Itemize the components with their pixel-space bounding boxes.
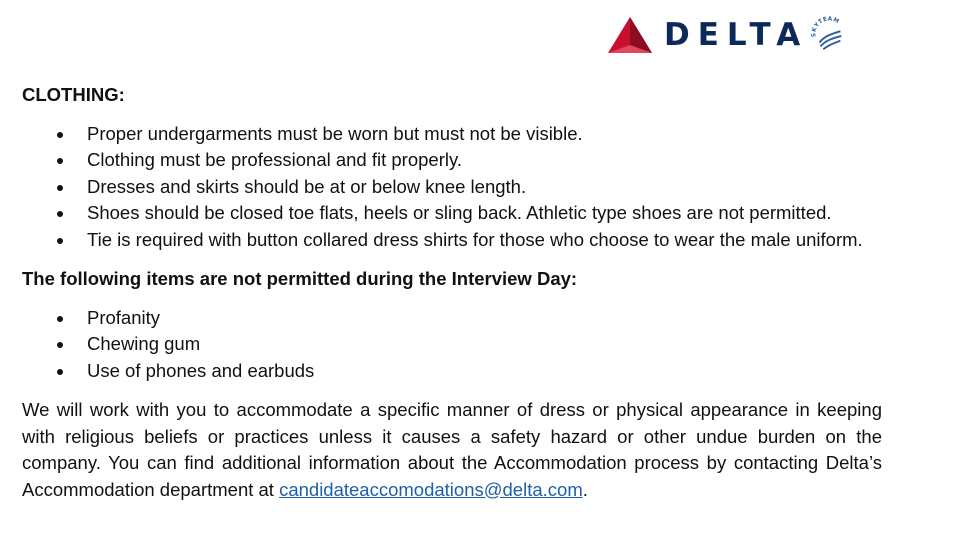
bullet-icon xyxy=(57,132,63,138)
list-item: Clothing must be professional and fit properly. xyxy=(22,147,882,174)
delta-widget-icon xyxy=(606,15,654,55)
bullet-icon xyxy=(57,342,63,348)
clothing-list xyxy=(22,121,882,254)
skyteam-logo-icon xyxy=(810,16,848,54)
bullet-icon xyxy=(57,158,63,164)
list-item: Profanity xyxy=(22,305,882,332)
list-item: Shoes should be closed toe flats, heels or sling back. Athletic type shoes are not permitted. xyxy=(22,200,882,227)
clothing-heading: CLOTHING: xyxy=(22,84,125,105)
delta-wordmark: DELTA xyxy=(664,16,809,53)
accommodation-paragraph xyxy=(22,397,882,503)
delta-logo xyxy=(606,14,882,56)
accommodation-text: We will work with you to accommodate a specific manner of dress or physical appearance in keeping with religious beliefs or practices unless it causes a safety hazard or other undue burden on the company. You can find additional information about the Accommodation process by contacting Delta’s Accommodation department at xyxy=(22,399,882,500)
bullet-icon xyxy=(57,238,63,244)
not-permitted-heading: The following items are not permitted during the Interview Day: xyxy=(22,268,578,289)
bullet-icon xyxy=(57,211,63,217)
not-permitted-list xyxy=(22,305,882,385)
bullet-icon xyxy=(57,316,63,322)
bullet-icon xyxy=(57,369,63,375)
list-item: Use of phones and earbuds xyxy=(22,358,882,385)
list-item: Tie is required with button collared dress shirts for those who choose to wear the male uniform. xyxy=(22,227,882,254)
list-item: Chewing gum xyxy=(22,331,882,358)
list-item: Dresses and skirts should be at or below knee length. xyxy=(22,174,882,201)
document-body xyxy=(22,82,882,503)
svg-text:SKYTEAM: SKYTEAM xyxy=(811,16,841,38)
list-item: Proper undergarments must be worn but must not be visible. xyxy=(22,121,882,148)
accommodation-email-link[interactable]: candidateaccomodations@delta.com xyxy=(279,478,583,500)
bullet-icon xyxy=(57,185,63,191)
paragraph-ending: . xyxy=(582,478,588,500)
